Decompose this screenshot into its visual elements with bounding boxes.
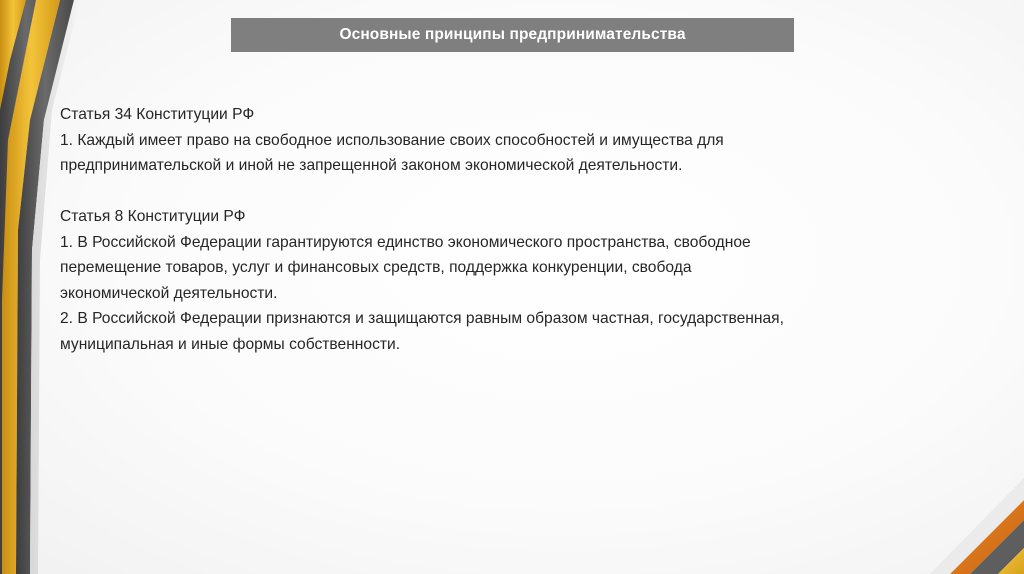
- section-heading-article-8: Статья 8 Конституции РФ: [60, 208, 246, 225]
- article-34-line-2: предпринимательской и иной не запрещенной законом экономической деятельности.: [60, 157, 683, 174]
- slide-title: Основные принципы предпринимательства: [339, 26, 686, 43]
- article-8-line-2: перемещение товаров, услуг и финансовых средств, поддержка конкуренции, свобода: [60, 259, 692, 276]
- article-8-line-3: экономической деятельности.: [60, 284, 278, 302]
- section-heading-article-34: Статья 34 Конституции РФ: [60, 106, 255, 123]
- section-spacer: [60, 179, 960, 205]
- article-8-line-5: муниципальная и иные формы собственности.: [60, 335, 401, 353]
- article-8-line-1: 1. В Российской Федерации гарантируются единство экономического пространства, свободное: [60, 233, 751, 251]
- slide-body: [60, 102, 960, 357]
- article-8-line-4: 2. В Российской Федерации признаются и защищаются равным образом частная, государственная,: [60, 310, 784, 327]
- article-34-line-1: 1. Каждый имеет право на свободное использование своих способностей и имущества для: [60, 131, 724, 149]
- title-bar: [231, 18, 794, 52]
